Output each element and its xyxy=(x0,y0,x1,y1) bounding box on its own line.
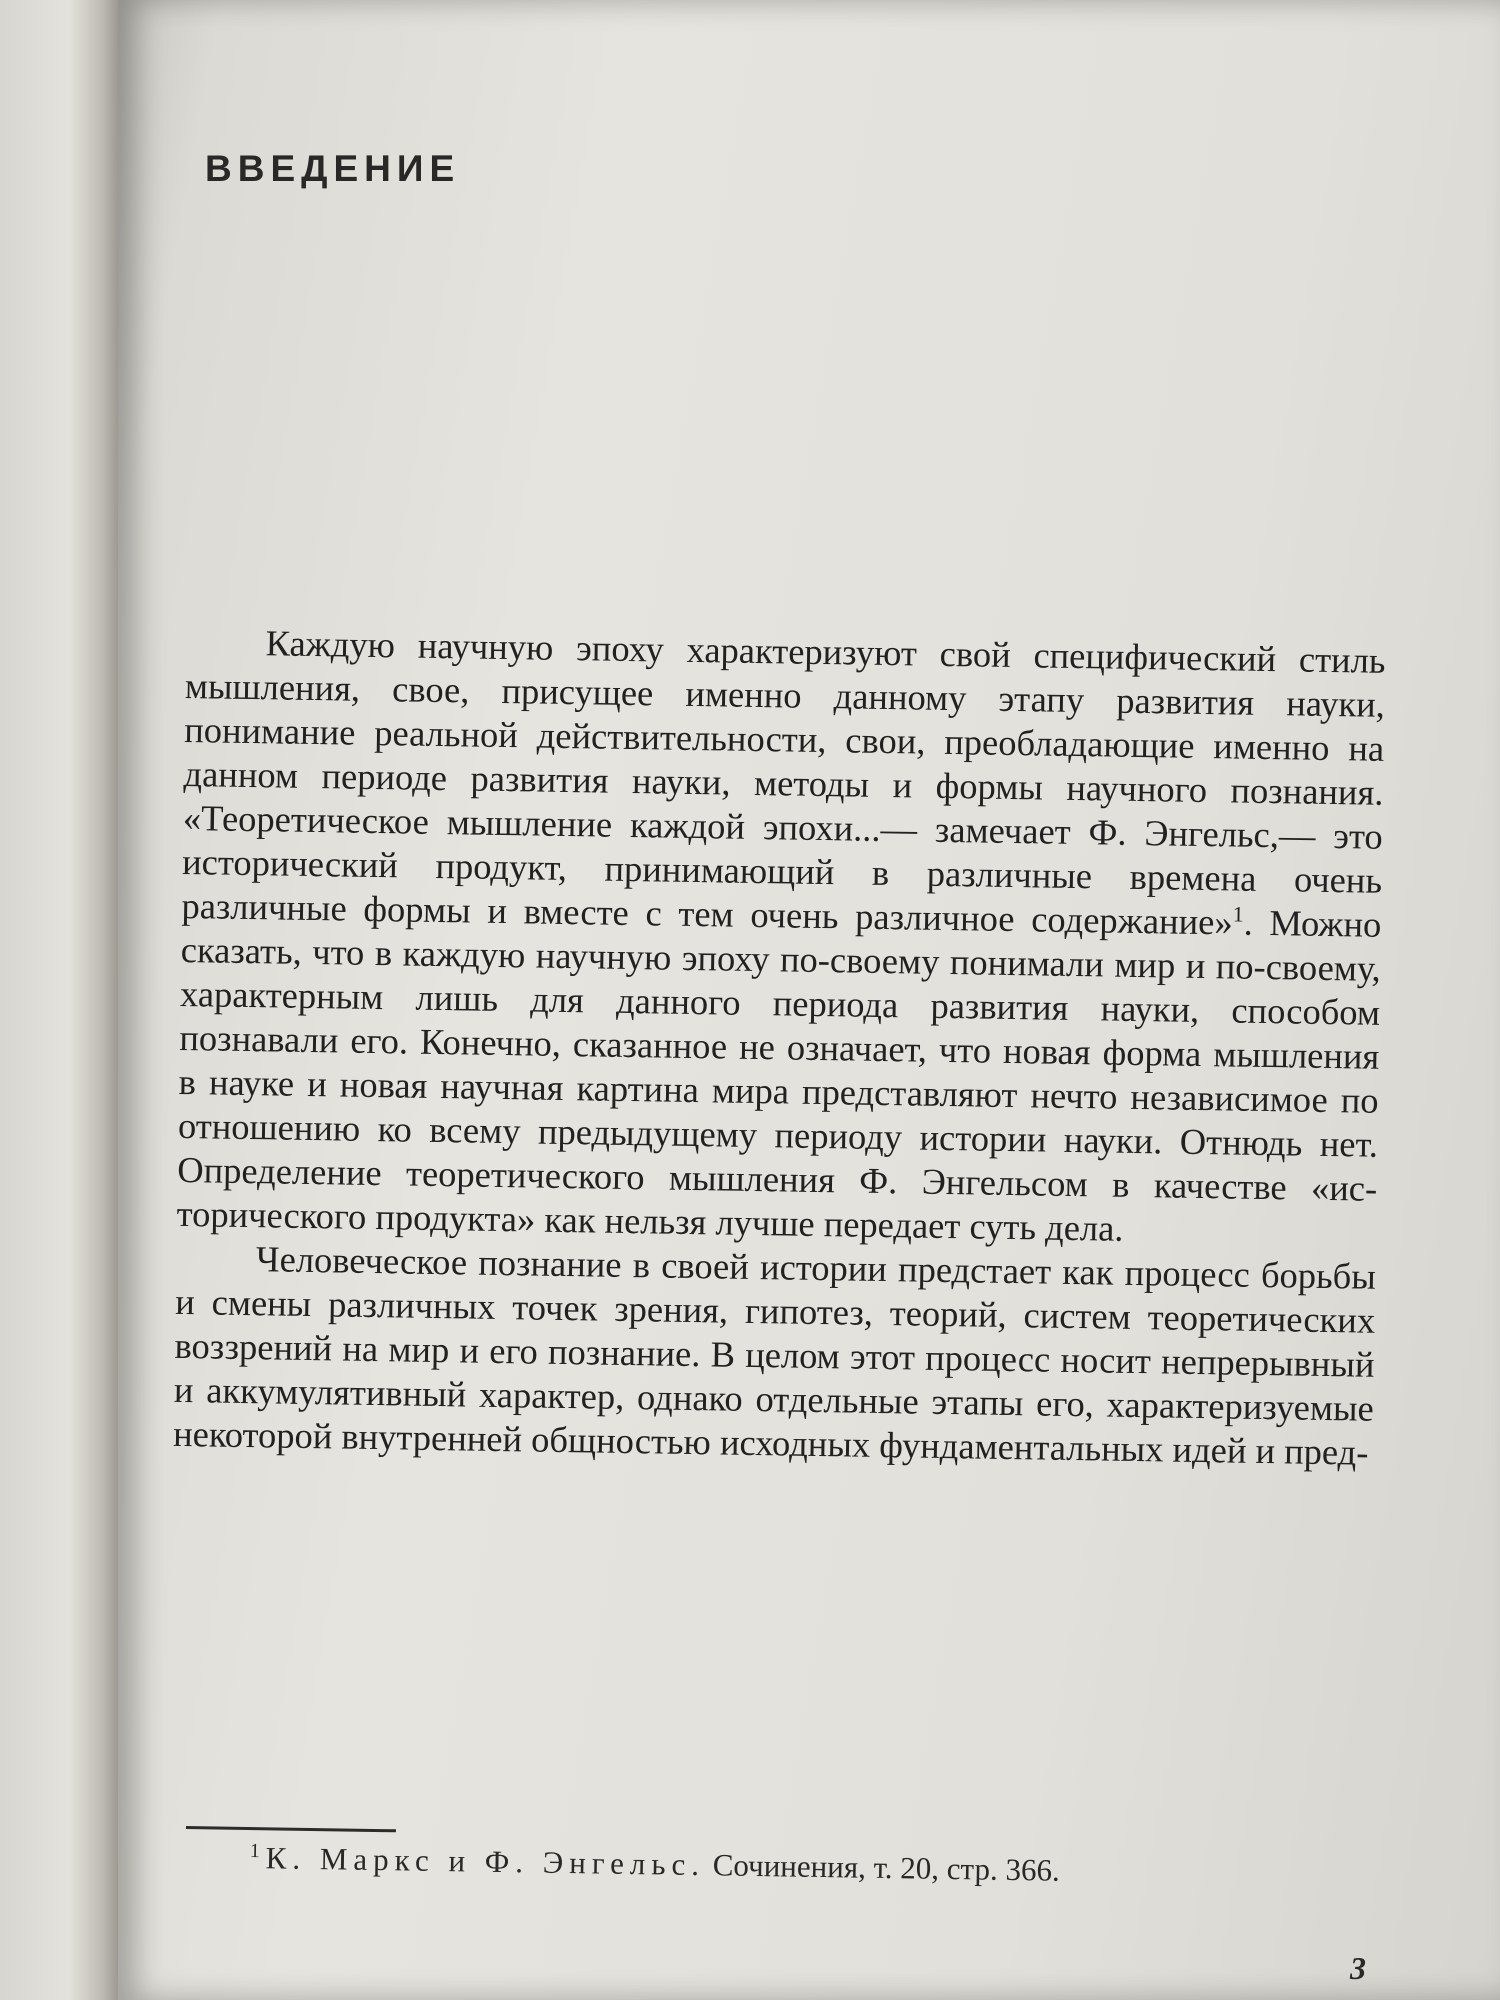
page-number: 3 xyxy=(1350,1950,1366,1986)
footnote-source: Сочинения, т. 20, стр. 366. xyxy=(704,1847,1061,1888)
footnote-reference: 1 xyxy=(1232,901,1244,927)
footnote-number: 1 xyxy=(249,1839,261,1862)
paragraph-1 xyxy=(176,620,1386,1255)
paragraph-2: Человеческое познание в своей истории предстает как процесс борьбы и смены различных точек зрения, гипотез, теорий, систем теоретических воззрений на мир и его познание. В целом этот процесс носит непрерывный и аккумулятивный характер, однако отдельные этапы его, характеризуемые некоторой внутренней общностью исходных фундаментальных идей и пред- xyxy=(172,1238,1377,1473)
previous-page-edge xyxy=(0,0,125,2000)
paragraph-1-text: Каждую научную эпоху характеризуют свой специфический стиль мышления, свое, присущее именно данному этапу развития науки, понимание реальной действительности, свои, преобладающие именно на данном периоде развития науки, методы и формы научного познания. «Теоретическое мышление каждой эпохи...— замечает Ф. Энгельс,— это исторический продукт, принимающий в различные времена очень различные формы и вместе с тем очень различное содержание» xyxy=(181,622,1386,943)
footnote-authors: К. Маркс и Ф. Энгельс. xyxy=(265,1840,706,1883)
chapter-heading: ВВЕДЕНИЕ xyxy=(205,148,461,189)
body-text xyxy=(173,620,1386,1475)
paragraph-1-text-continued: . Можно сказать, что в каждую научную эпоху по-своему понимали мир и по-своему, характерным лишь для данного периода развития науки, способом познавали его. Конечно, сказанное не означает, что новая форма мышления в науке и новая научная картина мира представляют нечто независимое по отношению ко всему предыдущему периоду истории науки. Отнюдь нет. Определение теоретического мышления Ф. Энгельсом в качестве «исторического продукта» как нельзя лучше передает суть дела. xyxy=(176,901,1382,1249)
